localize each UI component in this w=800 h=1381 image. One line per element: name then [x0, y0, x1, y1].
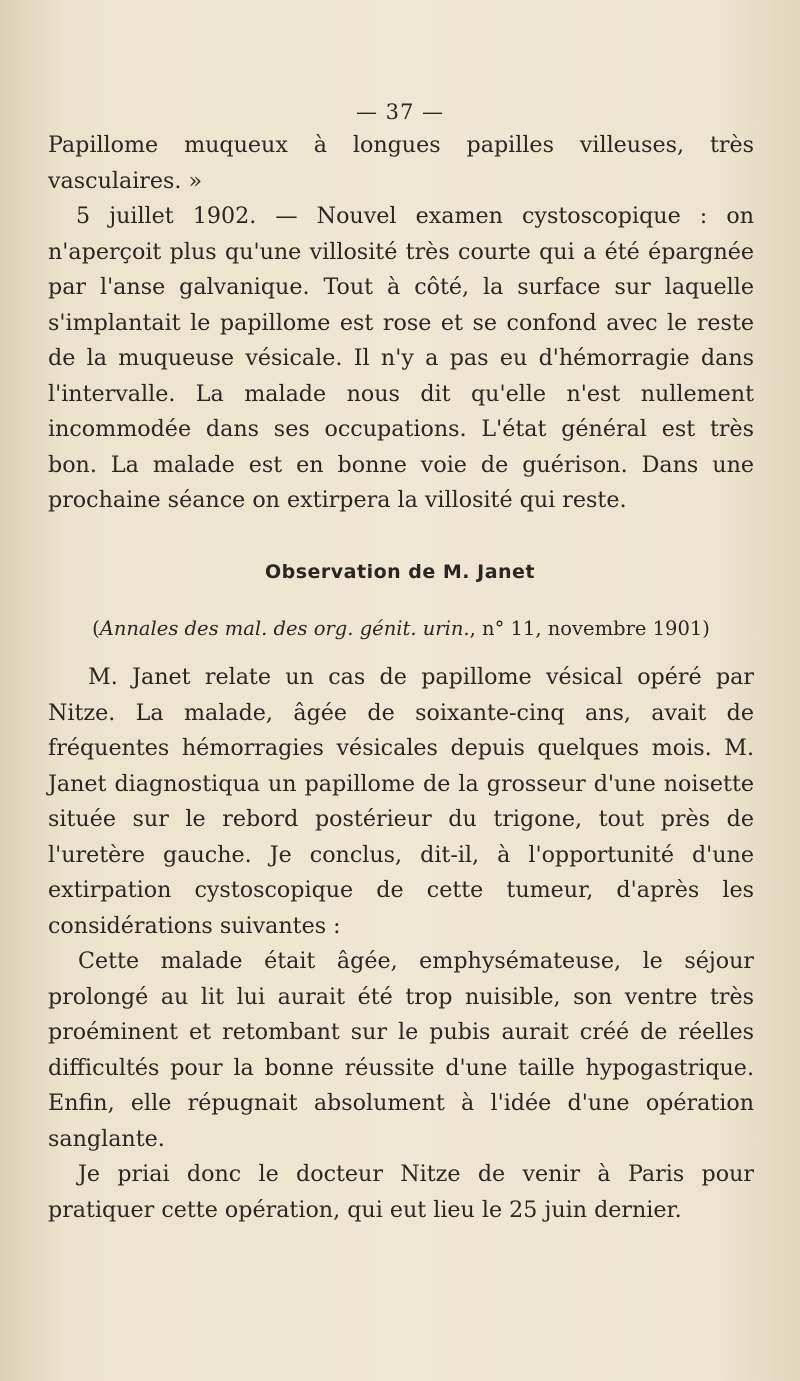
text-block-top: [48, 128, 754, 519]
text-block-observation: [48, 660, 754, 1228]
citation: [48, 617, 754, 640]
paragraph: Cette malade était âgée, emphysémateuse, le séjour prolongé au lit lui aurait été trop nuisible, son ventre très proéminent et retombant sur le pubis aurait créé de réelles difficultés pour la bonne réussite d'une taille hypogastrique. Enfin, elle répugnait absolument à l'idée d'une opération sanglante.: [48, 948, 754, 1152]
paragraph: 5 juillet 1902. — Nouvel examen cystoscopique : on n'aperçoit plus qu'une villosité très courte qui a été épargnée par l'anse galvanique. Tout à côté, la surface sur laquelle s'implantait le papillome est rose et se confond avec le reste de la muqueuse vésicale. Il n'y a pas eu d'hémorragie dans l'intervalle. La malade nous dit qu'elle n'est nullement incommodée dans ses occupations. L'état général est très bon. La malade est en bonne voie de guérison. Dans une prochaine séance on extirpera la villosité qui reste.: [48, 203, 754, 513]
page-number: — 37 —: [355, 100, 445, 124]
paragraph: Je priai donc le docteur Nitze de venir à Paris pour pratiquer cette opération, qui eut lieu le 25 juin dernier.: [48, 1161, 754, 1223]
citation-journal: Annales des mal. des org. génit. urin.: [99, 617, 470, 640]
citation-details: , n° 11, novembre 1901): [469, 617, 710, 640]
paragraph: Papillome muqueux à longues papilles villeuses, très vasculaires. »: [48, 132, 754, 194]
citation-open: (: [92, 617, 100, 640]
observation-heading: Observation de M. Janet: [264, 561, 536, 583]
paragraph: M. Janet relate un cas de papillome vésical opéré par Nitze. La malade, âgée de soixante-cinq ans, avait de fréquentes hémorragies vésicales depuis quelques mois. M. Janet diagnostiqua un papillome de la grosseur d'une noisette située sur le rebord postérieur du trigone, tout près de l'uretère gauche. Je conclus, dit-il, à l'opportunité d'une extirpation cystoscopique de cette tumeur, d'après les considérations suivantes :: [48, 664, 754, 939]
